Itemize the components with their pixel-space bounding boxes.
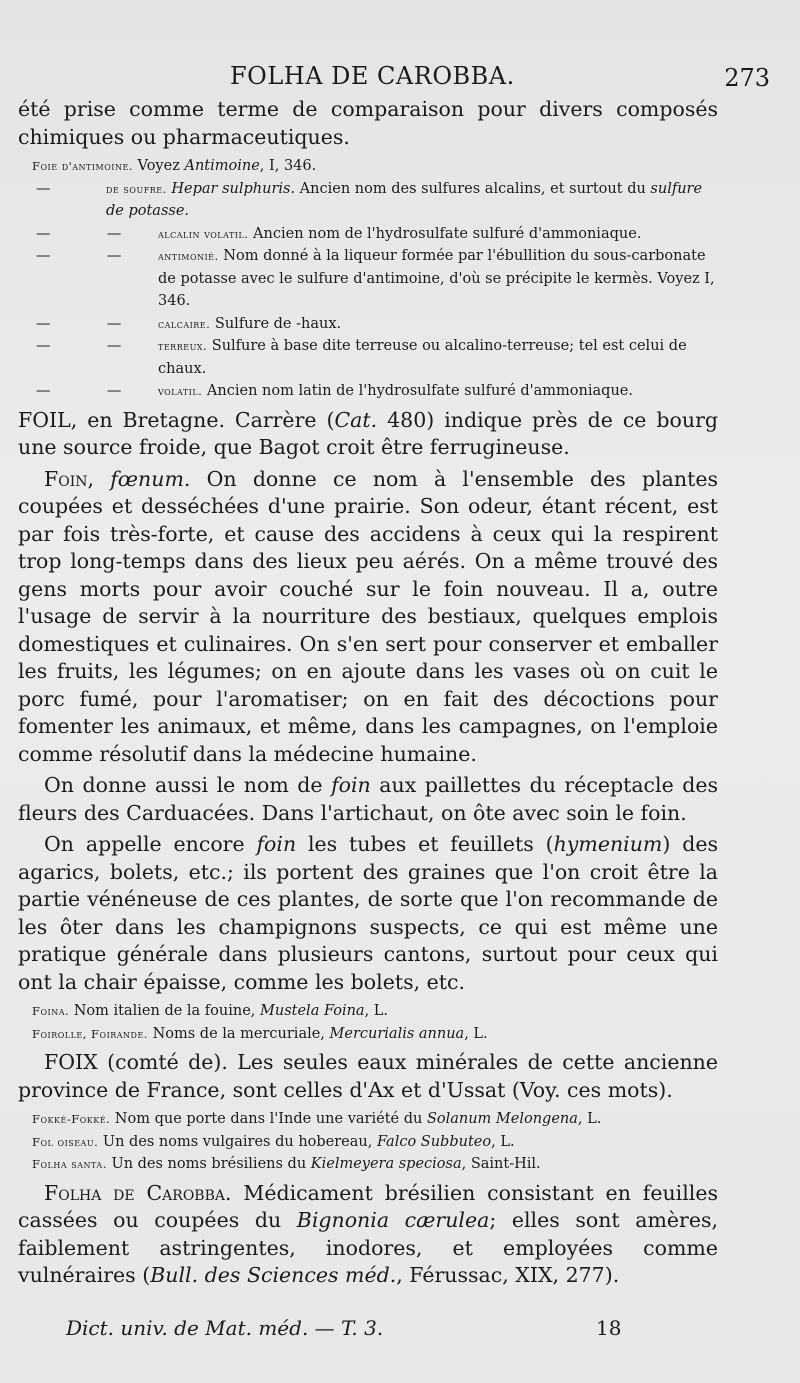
- entry-foin-paragraph-2: [18, 772, 718, 827]
- entry-italic: Mustela Foina: [260, 1003, 365, 1019]
- entry-foin: [18, 466, 718, 769]
- entry-italic: fœnum.: [110, 466, 191, 491]
- entry-text: aux paillettes du réceptacle des fleurs des Carduacées. Dans l'artichaut, on ôte avec soin le foin.: [18, 773, 718, 825]
- entry-text: Un des noms vulgaires du hobereau,: [98, 1133, 377, 1150]
- entry-headword: Folha santa.: [32, 1157, 107, 1171]
- sheet-number: 18: [596, 1316, 622, 1340]
- dash: —: [106, 225, 122, 242]
- entry-text: , L.: [464, 1025, 488, 1042]
- entry-text: , Saint-Hil.: [461, 1156, 541, 1172]
- entry-foie-antimoine: [18, 155, 718, 178]
- entry-headword: de soufre.: [106, 181, 167, 196]
- intro-paragraph: été prise comme terme de comparaison pour divers composés chimiques ou pharmaceutiques.: [18, 97, 718, 149]
- entry-headword: terreux.: [158, 339, 208, 353]
- entry-text: Médicament brésilien consistant en feuilles cassées ou coupées du: [18, 1180, 718, 1232]
- entry-text: Nom que porte dans l'Inde une variété du: [110, 1111, 427, 1127]
- entry-text: Sulfure de -haux.: [210, 315, 342, 332]
- entry-text: , I, 346.: [259, 158, 317, 174]
- entry-text: Voyez: [132, 158, 185, 174]
- entry-text: les tubes et feuillets (: [296, 832, 554, 856]
- entry-text: ; elles sont amères, faiblement astringentes, inodores, et employées comme vulnéraires (: [18, 1208, 718, 1287]
- entry-text: , Férussac, XIX, 277).: [396, 1263, 620, 1287]
- entry-headword: Foina.: [32, 1004, 70, 1018]
- entry-foix: [18, 1049, 718, 1104]
- entry-text: Noms de la mercuriale,: [147, 1025, 330, 1042]
- entry-italic: Bignonia cærulea: [296, 1208, 490, 1232]
- entry-text: Nom donné à la liqueur formée par l'ébullition du sous-carbonate de potasse avec le sulfure d'antimoine, d'où se précipite le kermès. Voyez I, 346.: [158, 248, 715, 309]
- page-footer: [66, 1316, 766, 1356]
- entry-headword: Fol oiseau.: [32, 1134, 99, 1149]
- entry-foil: [18, 407, 718, 462]
- entry-italic: Cat.: [334, 407, 378, 432]
- entry-text: On donne aussi le nom de: [44, 773, 332, 797]
- entry-italic: foin: [331, 773, 371, 797]
- entry-text: Ancien nom de l'hydrosulfate sulfuré d'ammoniaque.: [248, 225, 642, 242]
- entry-text: Ancien nom latin de l'hydrosulfate sulfuré d'ammoniaque.: [202, 383, 633, 399]
- entry-volatil: [18, 380, 718, 403]
- page-number: 273: [724, 64, 770, 92]
- dash: —: [106, 383, 122, 399]
- entry-headword: volatil.: [158, 384, 203, 398]
- entry-headword: Foirolle, Foirande.: [32, 1026, 148, 1041]
- entry-italic: foin: [256, 832, 297, 856]
- entry-fol-oiseau: [18, 1131, 718, 1154]
- entry-headword: FOIX: [44, 1050, 98, 1074]
- entry-foin-paragraph-3: [18, 831, 718, 996]
- entry-text: On donne ce nom à l'ensemble des plantes coupées et desséchées d'une prairie. Son odeur, étant récent, est par fois très-forte, et cause des accidens à ceux qui la respirent trop long-temps dans des lieux peu aérés. On a même trouvé des gens morts pour avoir couché sur le foin nouveau. Il a, outre l'usage de servir à la nourriture des bestiaux, quelques emplois domestiques et culinaires. On s'en sert pour conserver et emballer les fruits, les légumes; on en ajoute dans les vases où on cuit le porc fumé, pour l'aromatiser; on en fait des décoctions pour fomenter les animaux, et même, dans les campagnes, on l'emploie comme résolutif dans la médecine humaine.: [18, 466, 718, 766]
- entry-antimonie: [18, 245, 718, 313]
- entry-italic: Bull. des Sciences méd.: [150, 1263, 397, 1287]
- entry-text: , L.: [364, 1003, 389, 1019]
- entry-calcaire: [18, 313, 718, 336]
- entry-alcalin-volatil: [18, 223, 718, 246]
- entry-italic: Mercurialis annua: [329, 1025, 465, 1042]
- entry-headword: alcalin volatil.: [158, 226, 249, 241]
- entry-italic: Falco Subbuteo: [376, 1133, 492, 1150]
- entry-text: , L.: [491, 1133, 515, 1150]
- dash: —: [106, 315, 122, 332]
- entry-text: Sulfure à base dite terreuse ou alcalino-terreuse; tel est celui de chaux.: [158, 338, 687, 377]
- entry-italic: hymenium: [553, 832, 663, 856]
- entry-text: , L.: [577, 1111, 602, 1127]
- signature-line: Dict. univ. de Mat. méd. — T. 3.: [66, 1316, 384, 1340]
- dash: —: [36, 338, 51, 354]
- running-title: FOLHA DE CAROBBA.: [230, 62, 515, 90]
- entry-headword: calcaire.: [158, 316, 211, 331]
- dash: —: [106, 248, 122, 264]
- entry-text: Un des noms brésiliens du: [106, 1156, 311, 1172]
- entry-foina: [18, 1000, 718, 1023]
- entry-headword: antimonié.: [158, 249, 219, 263]
- dash: —: [36, 225, 51, 242]
- entry-text: , en Bretagne. Carrère (: [70, 407, 335, 432]
- entry-text: On appelle encore: [44, 832, 257, 856]
- entry-text: 480) indique près de ce bourg une source froide, que Bagot croit être ferrugineuse.: [18, 407, 718, 459]
- entry-italic: Kielmeyera speciosa: [310, 1156, 462, 1172]
- entry-italic: Antimoine: [184, 158, 260, 174]
- entry-headword: Fokké-Fokké.: [32, 1112, 111, 1126]
- entry-headword: FOIL: [18, 407, 71, 432]
- dash: —: [36, 248, 51, 264]
- entry-terreux: [18, 335, 718, 380]
- entry-headword: Folha de Carobba.: [44, 1180, 232, 1205]
- dash: —: [36, 315, 51, 332]
- entry-text: ,: [87, 466, 111, 491]
- entry-folha-de-carobba: [18, 1180, 718, 1290]
- entry-headword: Foin: [44, 466, 88, 491]
- entry-text: (comté de). Les seules eaux minérales de cette ancienne province de France, sont celles d'Ax et d'Ussat (Voy. ces mots).: [18, 1050, 718, 1102]
- page-body: [18, 96, 718, 1290]
- dash: —: [106, 338, 122, 354]
- entry-italic: sulfure de potasse.: [106, 180, 703, 219]
- entry-folha-santa: [18, 1153, 718, 1176]
- entry-italic: Solanum Melongena: [426, 1111, 578, 1127]
- entry-foirolle: [18, 1023, 718, 1046]
- running-header: [0, 58, 800, 94]
- entry-headword: Foie d'antimoine.: [32, 159, 133, 173]
- entry-de-soufre: [18, 178, 718, 223]
- entry-text: Nom italien de la fouine,: [69, 1003, 261, 1019]
- entry-text: ) des agarics, bolets, etc.; ils portent des graines que l'on croit être la partie vénéneuse de ces plantes, de sorte que l'on recommande de les ôter dans les champignons suspects, ce qui est même une pratique générale dans plusieurs cantons, surtout pour ceux qui ont la chair épaisse, comme les bolets, etc.: [18, 832, 718, 994]
- entry-fokke: [18, 1108, 718, 1131]
- entry-italic: Hepar sulphuris.: [171, 180, 296, 197]
- dash: —: [36, 180, 51, 197]
- dash: —: [36, 383, 51, 399]
- entry-text: Ancien nom des sulfures alcalins, et surtout du: [295, 180, 651, 197]
